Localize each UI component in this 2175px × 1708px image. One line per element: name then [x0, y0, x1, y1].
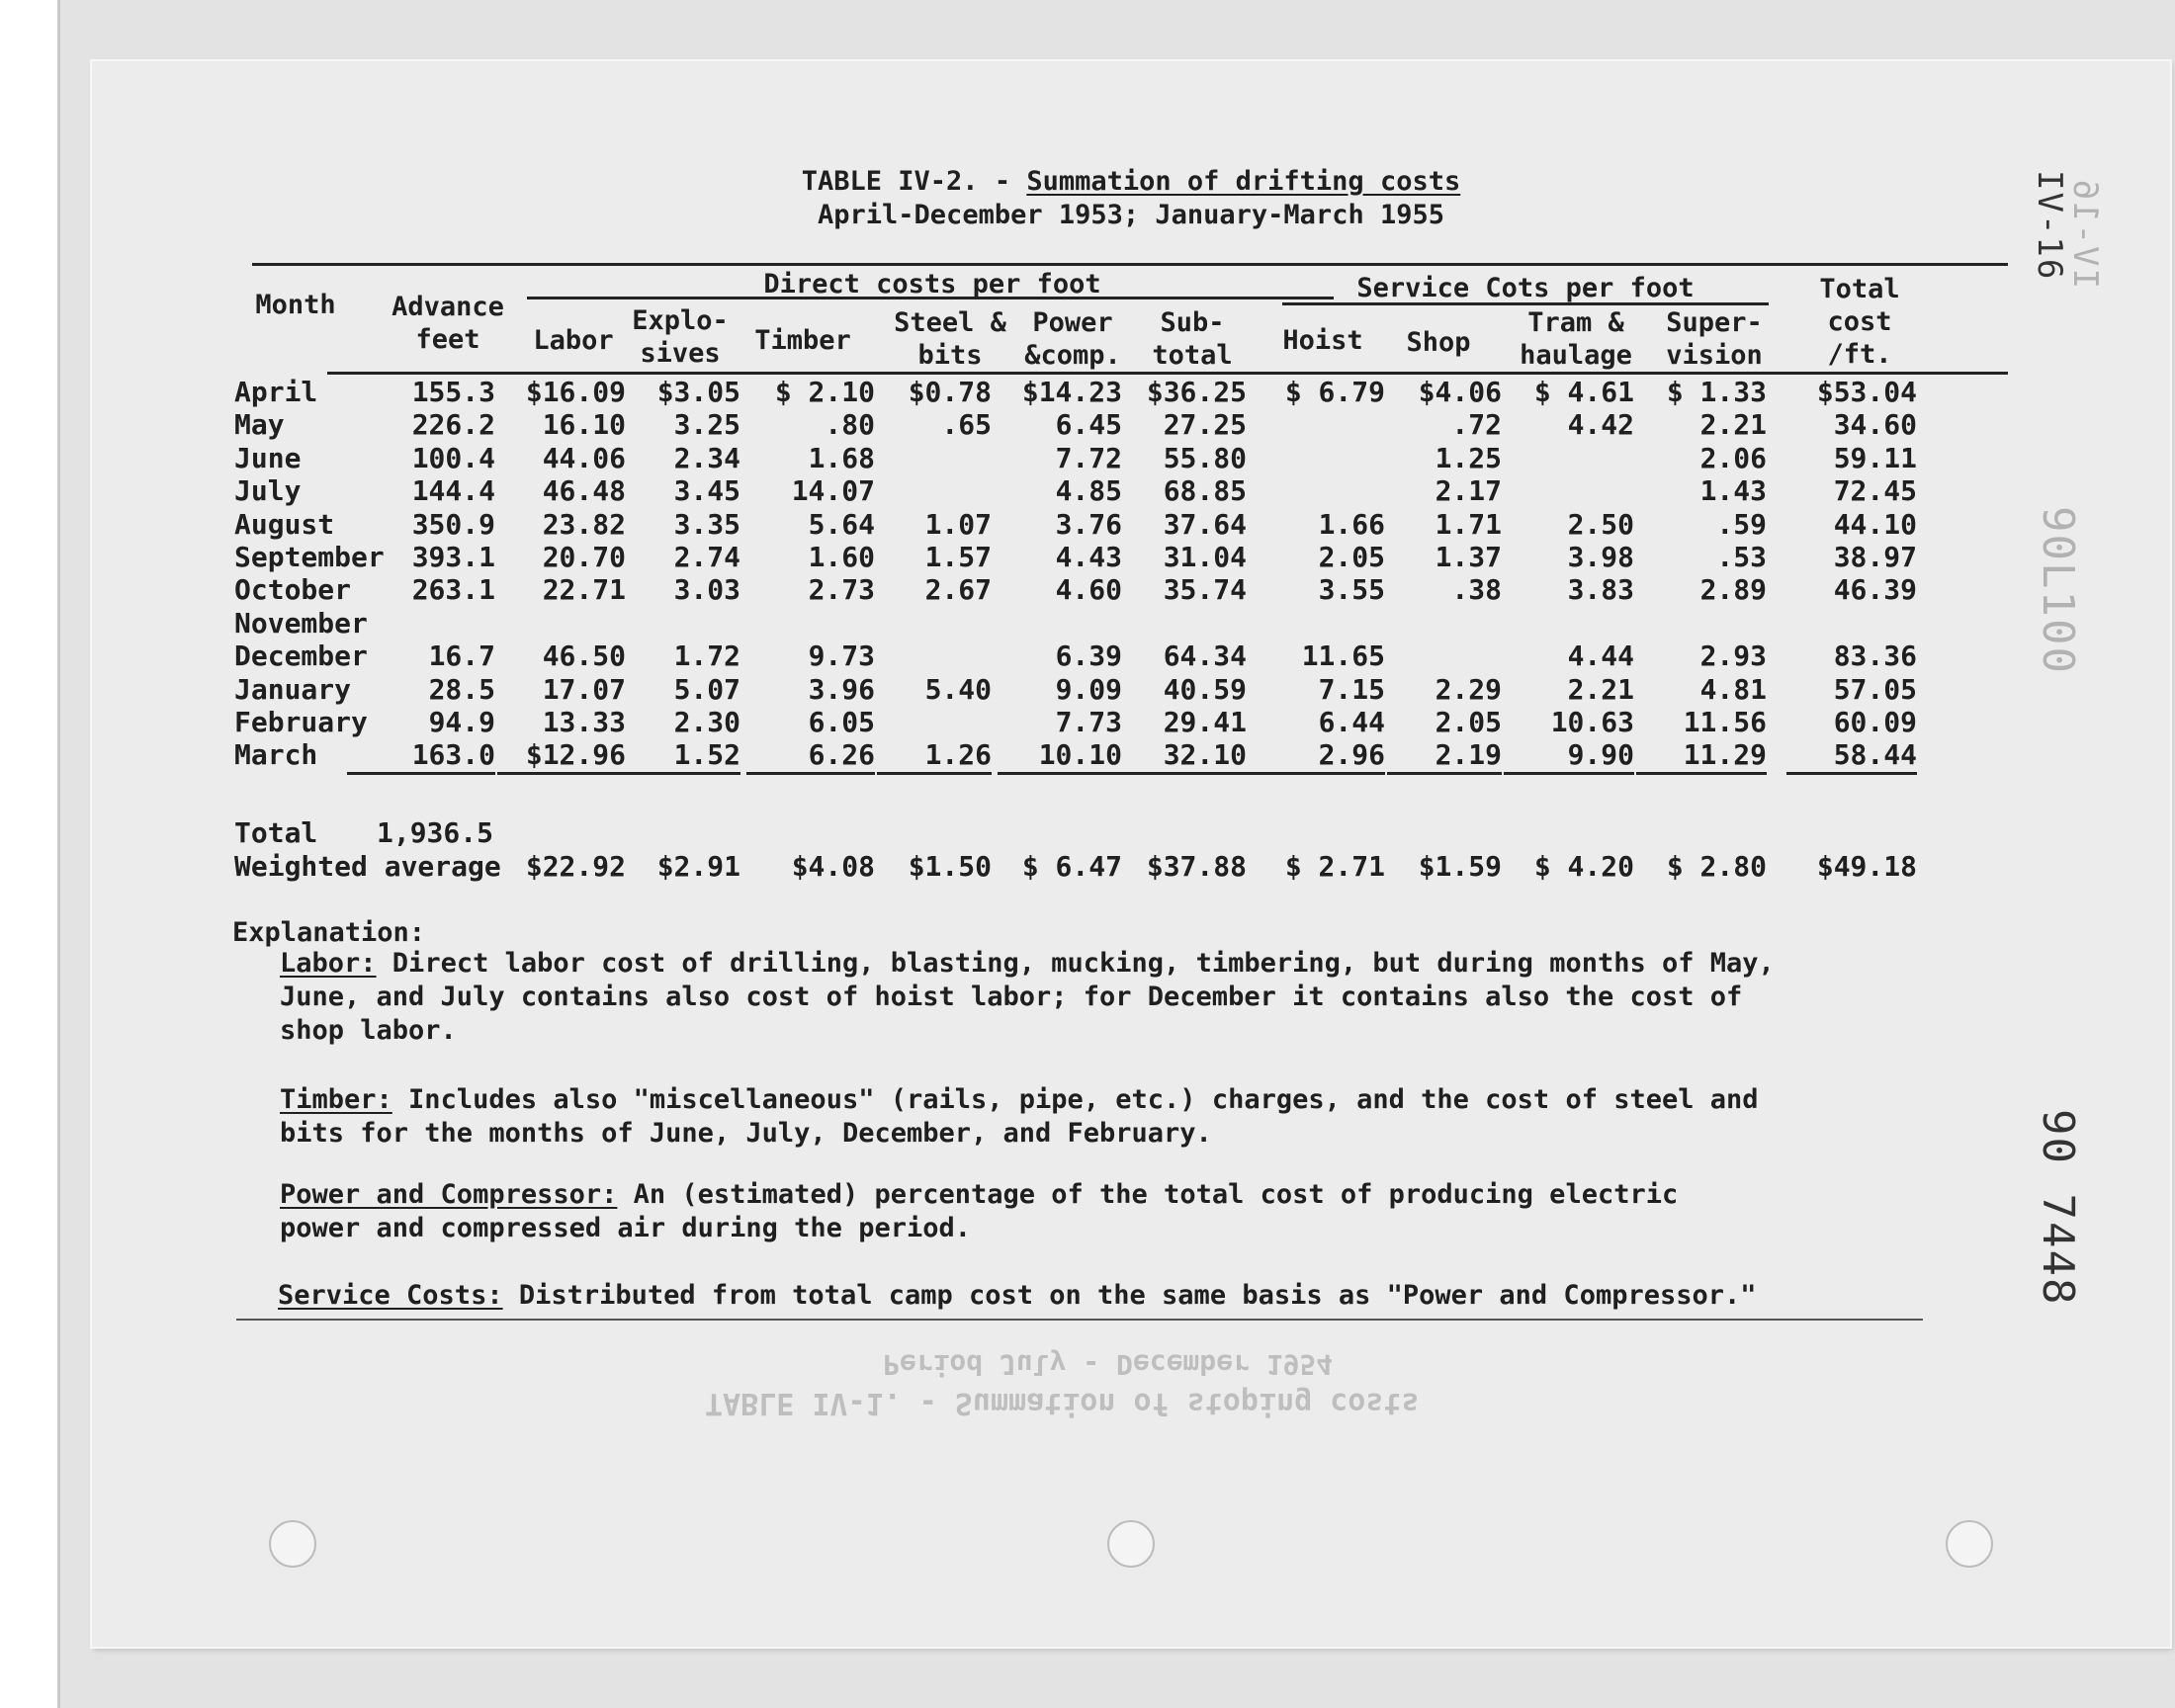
cell-tram: 2.21 — [1567, 672, 1634, 706]
cell-power: 9.09 — [1055, 672, 1122, 706]
cell-subtotal: 29.41 — [1163, 706, 1247, 738]
cell-labor: 44.06 — [542, 441, 626, 474]
cell-shop: 1.37 — [1435, 541, 1502, 573]
cell-shop: 2.05 — [1435, 706, 1502, 738]
cell-subtotal: 37.64 — [1163, 507, 1247, 541]
cell-hoist: $ 6.79 — [1284, 376, 1385, 408]
cell-advance: 163.0 — [347, 738, 495, 775]
note-term: Labor: — [280, 948, 377, 979]
row-month-november: November — [234, 606, 368, 640]
cell-tram: 4.44 — [1567, 640, 1634, 673]
row-month-august: August — [234, 507, 335, 541]
note-term: Timber: — [280, 1084, 392, 1115]
cell-timber: 2.73 — [808, 573, 875, 607]
cell-power: 7.73 — [1055, 706, 1122, 738]
col-header-tram: Tram & haulage — [1520, 307, 1632, 371]
row-month-may: May — [234, 408, 285, 442]
col-header-steel: Steel & bits — [894, 307, 1006, 371]
cell-shop: 1.25 — [1435, 441, 1502, 474]
weighted-labor: $22.92 — [525, 850, 626, 883]
cell-explosives: 2.74 — [673, 541, 740, 573]
cell-labor: $12.96 — [497, 738, 626, 775]
cell-power: 10.10 — [998, 738, 1122, 775]
cell-advance: 155.3 — [411, 376, 495, 408]
total-label: Total — [234, 816, 318, 849]
service-costs-group-header: Service Cots per foot — [1356, 273, 1695, 303]
cell-labor: $16.09 — [525, 376, 626, 408]
cell-shop: .72 — [1451, 408, 1502, 442]
bleed-through-text: TABLE IV-1. - Summation of stoping costs — [705, 1386, 1420, 1420]
explanation-note-service — [278, 1279, 1919, 1313]
cell-advance: 144.4 — [411, 474, 495, 508]
note-text: Includes also "miscellaneous" (rails, pipe, etc.) charges, and the cost of steel and bits for the months of June, July, December, and February. — [280, 1084, 1759, 1149]
cell-labor: 17.07 — [542, 672, 626, 706]
serial-number-stamp-bleed: 90L100 — [2033, 506, 2083, 675]
cell-total: 58.44 — [1786, 738, 1917, 775]
cell-tram: 2.50 — [1567, 507, 1634, 541]
cell-hoist: 6.44 — [1318, 706, 1385, 738]
cell-total: 57.05 — [1833, 672, 1917, 706]
cell-total: 59.11 — [1833, 441, 1917, 474]
explanation-note-labor — [280, 947, 1822, 1048]
cell-supervision: .53 — [1716, 541, 1767, 573]
note-text: Direct labor cost of drilling, blasting, mucking, timbering, but during months of May, June, and July contains also cost of hoist labor; for December it contains also the cost of shop labor. — [280, 948, 1775, 1046]
cell-timber: $ 2.10 — [774, 376, 875, 408]
direct-costs-group-header: Direct costs per foot — [763, 269, 1101, 299]
row-month-march: March — [234, 738, 318, 772]
punch-hole-right — [1946, 1520, 1993, 1568]
cell-subtotal: 55.80 — [1163, 441, 1247, 474]
cell-timber: 5.64 — [808, 507, 875, 541]
cell-total: 72.45 — [1833, 474, 1917, 508]
cell-advance: 94.9 — [428, 706, 495, 738]
bottom-rule — [236, 1319, 1923, 1321]
col-header-labor: Labor — [533, 325, 614, 356]
cell-subtotal: 68.85 — [1163, 474, 1247, 508]
cell-tram: 10.63 — [1550, 706, 1634, 738]
cell-hoist: 11.65 — [1301, 640, 1385, 673]
serial-number-stamp: 90 7448 — [2033, 1109, 2083, 1307]
col-header-total: Total cost /ft. — [1819, 274, 1900, 370]
cell-supervision: 4.81 — [1699, 672, 1767, 706]
cell-labor: 46.50 — [542, 640, 626, 673]
cell-shop: .38 — [1451, 573, 1502, 607]
weighted-power: $ 6.47 — [1021, 850, 1122, 883]
cell-shop: $4.06 — [1418, 376, 1502, 408]
note-text: An (estimated) percentage of the total cost of producing electric power and compressed air during the period. — [280, 1179, 1679, 1243]
cell-power: 6.39 — [1055, 640, 1122, 673]
col-header-hoist: Hoist — [1282, 325, 1363, 356]
cell-hoist: 7.15 — [1318, 672, 1385, 706]
weighted-timber: $4.08 — [791, 850, 875, 883]
cell-power: 3.76 — [1055, 507, 1122, 541]
cell-advance: 16.7 — [428, 640, 495, 673]
weighted-subtotal: $37.88 — [1146, 850, 1247, 883]
cell-labor: 16.10 — [542, 408, 626, 442]
cell-subtotal: 27.25 — [1163, 408, 1247, 442]
cell-hoist: 2.05 — [1318, 541, 1385, 573]
cell-power: 7.72 — [1055, 441, 1122, 474]
cell-supervision: 11.56 — [1683, 706, 1767, 738]
weighted-hoist: $ 2.71 — [1284, 850, 1385, 883]
cell-steel: 2.67 — [924, 573, 992, 607]
col-header-supervision: Super- vision — [1666, 307, 1763, 371]
cell-shop: 2.19 — [1387, 738, 1502, 775]
table-top-rule — [252, 263, 2008, 266]
weighted-explosives: $2.91 — [656, 850, 740, 883]
row-month-april: April — [234, 376, 318, 408]
cell-hoist: 2.96 — [1247, 738, 1385, 775]
cell-shop: 1.71 — [1435, 507, 1502, 541]
cell-explosives: 2.30 — [673, 706, 740, 738]
cell-total: 38.97 — [1833, 541, 1917, 573]
cell-total: 83.36 — [1833, 640, 1917, 673]
punch-hole-center — [1107, 1520, 1155, 1568]
cell-subtotal: 32.10 — [1122, 738, 1247, 775]
weighted-total: $49.18 — [1816, 850, 1917, 883]
cell-subtotal: 31.04 — [1163, 541, 1247, 573]
cell-subtotal: $36.25 — [1146, 376, 1247, 408]
cell-steel: 1.57 — [924, 541, 992, 573]
cell-labor: 22.71 — [542, 573, 626, 607]
cell-explosives: 1.72 — [673, 640, 740, 673]
cell-labor: 13.33 — [542, 706, 626, 738]
cell-explosives: 1.52 — [626, 738, 740, 775]
col-header-explosives: Explo- sives — [632, 305, 729, 369]
cell-timber: 14.07 — [791, 474, 875, 508]
cell-total: 34.60 — [1833, 408, 1917, 442]
cell-explosives: 3.45 — [673, 474, 740, 508]
cell-steel: $0.78 — [908, 376, 992, 408]
cell-supervision: 2.21 — [1699, 408, 1767, 442]
title-main: Summation of drifting costs — [1026, 166, 1461, 197]
weighted-tram: $ 4.20 — [1533, 850, 1634, 883]
row-month-october: October — [234, 573, 352, 607]
cell-subtotal: 35.74 — [1163, 573, 1247, 607]
left-margin-edge — [57, 0, 60, 1708]
row-month-december: December — [234, 640, 368, 673]
cell-timber: 6.26 — [746, 738, 875, 775]
cell-total: 60.09 — [1833, 706, 1917, 738]
cell-shop: 2.29 — [1435, 672, 1502, 706]
col-header-month: Month — [255, 290, 336, 320]
cell-tram: 9.90 — [1504, 738, 1634, 775]
col-header-subtotal: Sub- total — [1152, 307, 1233, 371]
cell-supervision: 2.06 — [1699, 441, 1767, 474]
cell-tram: 3.98 — [1567, 541, 1634, 573]
cell-total: 46.39 — [1833, 573, 1917, 607]
cell-timber: .80 — [825, 408, 875, 442]
row-month-june: June — [234, 441, 302, 474]
cell-steel: .65 — [941, 408, 992, 442]
weighted-steel: $1.50 — [908, 850, 992, 883]
cell-total: 44.10 — [1833, 507, 1917, 541]
cell-supervision: $ 1.33 — [1666, 376, 1767, 408]
note-term: Power and Compressor: — [280, 1179, 618, 1210]
cell-labor: 46.48 — [542, 474, 626, 508]
cell-labor: 20.70 — [542, 541, 626, 573]
cell-tram: 4.42 — [1567, 408, 1634, 442]
row-month-february: February — [234, 706, 368, 738]
col-header-power: Power &comp. — [1024, 307, 1121, 371]
cell-advance: 263.1 — [411, 573, 495, 607]
cell-explosives: 3.25 — [673, 408, 740, 442]
cell-supervision: .59 — [1716, 507, 1767, 541]
row-month-september: September — [234, 541, 385, 573]
header-bottom-rule — [327, 372, 2008, 375]
explanation-note-timber — [280, 1083, 1773, 1151]
total-advance-value: 1,936.5 — [376, 816, 493, 849]
cell-steel: 1.07 — [924, 507, 992, 541]
weighted-shop: $1.59 — [1418, 850, 1502, 883]
table-subtitle: April-December 1953; January-March 1955 — [818, 200, 1444, 230]
cell-tram: 3.83 — [1567, 573, 1634, 607]
row-month-july: July — [234, 474, 302, 508]
cell-shop: 2.17 — [1435, 474, 1502, 508]
cell-supervision: 1.43 — [1699, 474, 1767, 508]
cell-supervision: 2.93 — [1699, 640, 1767, 673]
cell-explosives: 2.34 — [673, 441, 740, 474]
row-month-january: January — [234, 672, 352, 706]
cell-advance: 393.1 — [411, 541, 495, 573]
cell-timber: 9.73 — [808, 640, 875, 673]
page-number-stamp-bleed: IV-16 — [2065, 177, 2105, 289]
cell-labor: 23.82 — [542, 507, 626, 541]
cell-power: $14.23 — [1021, 376, 1122, 408]
cell-advance: 350.9 — [411, 507, 495, 541]
cell-advance: 226.2 — [411, 408, 495, 442]
cell-hoist: 1.66 — [1318, 507, 1385, 541]
cell-tram: $ 4.61 — [1533, 376, 1634, 408]
cell-power: 4.60 — [1055, 573, 1122, 607]
cell-supervision: 2.89 — [1699, 573, 1767, 607]
cell-advance: 28.5 — [428, 672, 495, 706]
cell-power: 4.85 — [1055, 474, 1122, 508]
punch-hole-left — [269, 1520, 316, 1568]
cell-supervision: 11.29 — [1636, 738, 1767, 775]
cell-power: 6.45 — [1055, 408, 1122, 442]
cell-timber: 6.05 — [808, 706, 875, 738]
cell-timber: 1.68 — [808, 441, 875, 474]
cell-power: 4.43 — [1055, 541, 1122, 573]
left-margin-strip — [0, 0, 57, 1708]
document-page — [92, 61, 2170, 1647]
cell-timber: 3.96 — [808, 672, 875, 706]
cell-hoist: 3.55 — [1318, 573, 1385, 607]
col-header-timber: Timber — [754, 325, 851, 356]
note-text: Distributed from total camp cost on the same basis as "Power and Compressor." — [502, 1280, 1757, 1311]
bleed-through-text: Period July - December 1954 — [883, 1348, 1334, 1381]
cell-steel: 5.40 — [924, 672, 992, 706]
col-header-advance: Advance feet — [392, 292, 504, 355]
cell-total: $53.04 — [1816, 376, 1917, 408]
cell-explosives: $3.05 — [656, 376, 740, 408]
title-prefix: TABLE IV-2. - — [801, 166, 1027, 197]
cell-timber: 1.60 — [808, 541, 875, 573]
col-header-shop: Shop — [1406, 327, 1471, 358]
cell-explosives: 3.03 — [673, 573, 740, 607]
weighted-supervision: $ 2.80 — [1666, 850, 1767, 883]
cell-steel: 1.26 — [877, 738, 992, 775]
note-term: Service Costs: — [278, 1280, 503, 1311]
cell-subtotal: 64.34 — [1163, 640, 1247, 673]
cell-subtotal: 40.59 — [1163, 672, 1247, 706]
explanation-note-power — [280, 1178, 1743, 1245]
cell-advance: 100.4 — [411, 441, 495, 474]
table-title — [92, 166, 2170, 197]
weighted-average-label: Weighted average — [234, 850, 501, 883]
explanation-heading: Explanation: — [232, 917, 426, 948]
cell-explosives: 3.35 — [673, 507, 740, 541]
cell-explosives: 5.07 — [673, 672, 740, 706]
page-number-stamp: IV-16 — [2030, 170, 2069, 282]
